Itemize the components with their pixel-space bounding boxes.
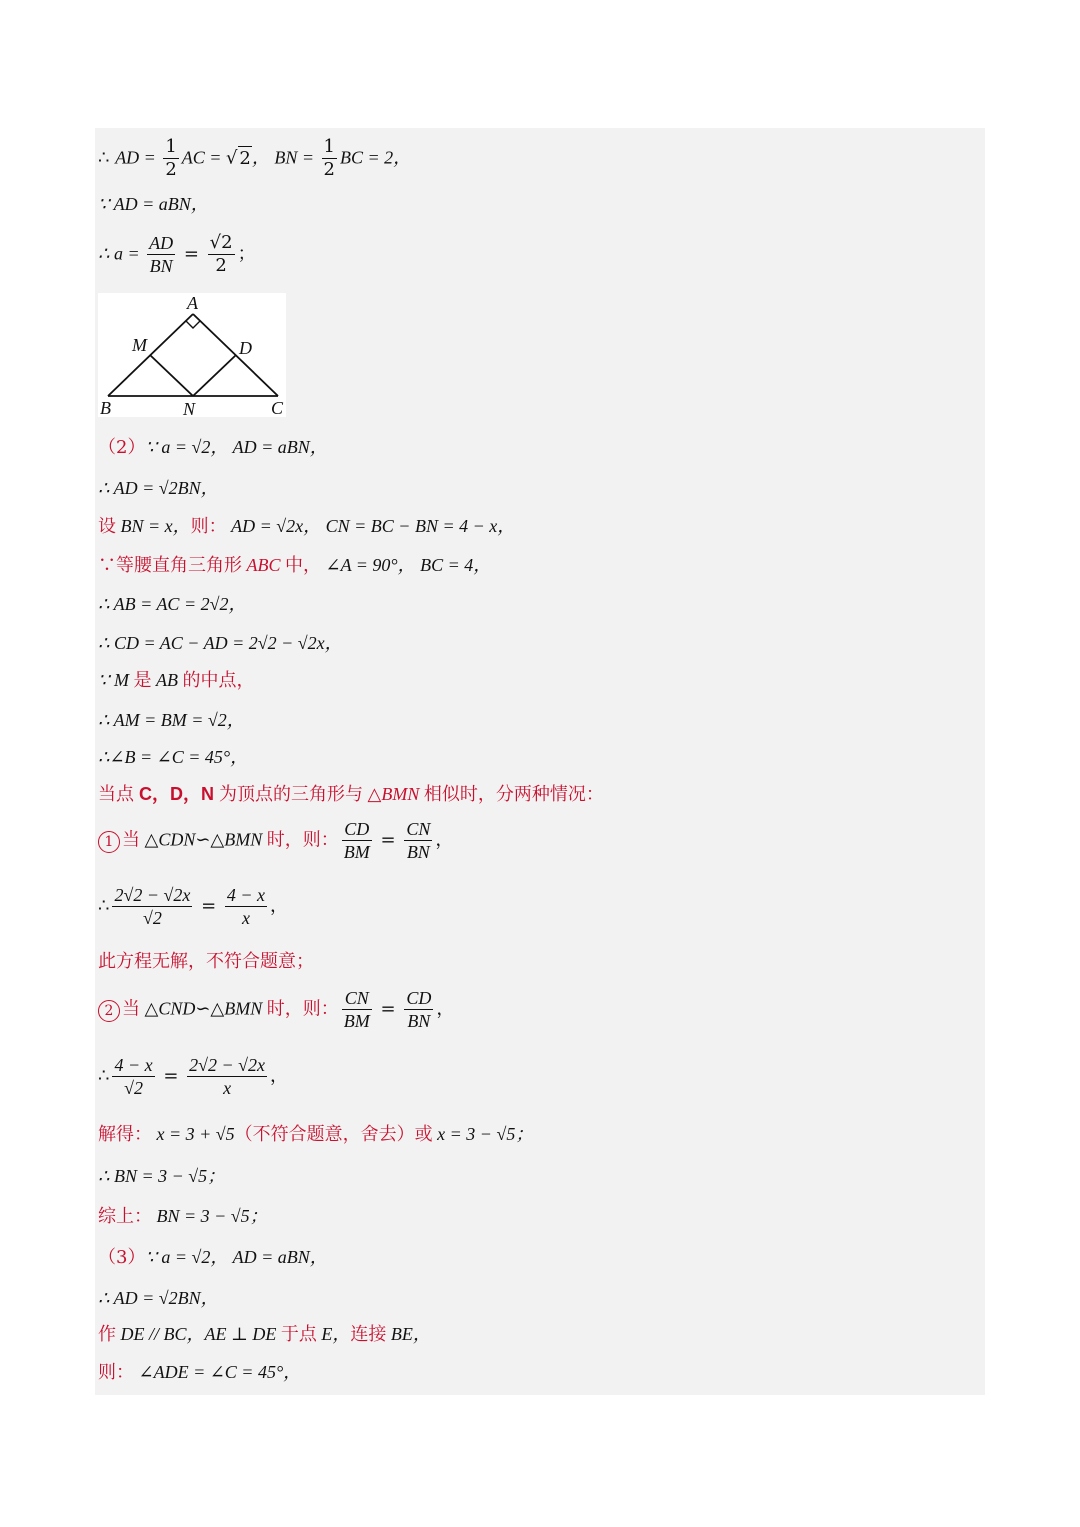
expr-ad-cn: AD = √2x， CN = BC − BN = 4 − x，: [226, 516, 516, 536]
expr-bc: BC = 2，: [339, 147, 412, 168]
segment-nd: [193, 355, 236, 396]
case-2-number: 2: [98, 1000, 120, 1022]
expr-de-bc: DE // BC，AE ⊥ DE: [116, 1324, 281, 1344]
line-part3-given: [98, 1245, 328, 1270]
semicolon: ；: [237, 243, 256, 265]
line-construct: [98, 1322, 431, 1347]
therefore-text: ∴: [98, 895, 110, 917]
line-angle-ade: [98, 1360, 301, 1385]
in-text: 中，: [285, 555, 321, 576]
line-case-1-equation: [98, 884, 288, 929]
root-2: x = 3 − √5；: [432, 1124, 534, 1144]
is-text: 是: [133, 670, 152, 691]
fraction-cn-bm: [342, 987, 372, 1032]
expr-ad: AD =: [115, 147, 161, 168]
denominator: BN: [406, 842, 430, 862]
comma: ，: [270, 895, 289, 917]
equals: =: [157, 1065, 185, 1087]
at-point-text: 于点: [280, 1324, 317, 1345]
denominator: √2: [124, 1078, 143, 1098]
label-m: M: [132, 335, 147, 355]
fraction-half-2: [322, 136, 337, 181]
numerator: CN: [342, 987, 372, 1010]
then-text: 时，则：: [266, 829, 339, 851]
part-2-label: （2）: [98, 437, 146, 458]
discard-text: （不符合题意，舍去）或: [234, 1124, 433, 1145]
expr-given: ∵ a = √2， AD = aBN，: [145, 1247, 328, 1267]
fraction-left: [112, 1054, 154, 1099]
numerator: √2: [209, 232, 233, 253]
numerator: 1: [165, 136, 177, 157]
let-text: 设: [98, 516, 116, 537]
label-n: N: [183, 399, 196, 417]
line-ad-equals-abn: ∵ AD = aBN，: [98, 194, 209, 214]
label-d: D: [239, 338, 252, 358]
line-no-solution: 此方程无解，不符合题意；: [98, 951, 314, 972]
then-text: 时，则：: [266, 998, 339, 1020]
expr-m: ∵ M: [98, 670, 134, 690]
expr-ab: AB: [151, 670, 183, 690]
expr-bn-x: BN = x，: [116, 516, 191, 536]
fraction-half: [163, 136, 178, 181]
case-1-number: 1: [98, 831, 120, 853]
comma: ，: [436, 998, 455, 1020]
when-text: 当: [122, 998, 140, 1020]
similarity-cnd-bmn: △CND∽△BMN: [140, 998, 267, 1019]
triangle-abc: ABC: [242, 555, 285, 575]
fraction-left: [112, 884, 192, 929]
label-a: A: [187, 293, 198, 313]
denominator: 2: [215, 255, 227, 276]
construct-text: 作: [98, 1324, 116, 1345]
line-ad-bn-values: ∴ AD = $\frac{1}{2}$ AC = √ 2， BN = $\frac{1}{2}$ BC = 2，: [98, 136, 412, 180]
numerator: 4 − x: [226, 885, 266, 905]
line-m-midpoint: [98, 668, 254, 693]
solve-text: 解得：: [98, 1124, 152, 1145]
fraction-ad-bn: [147, 232, 175, 277]
summary-text: 综上：: [98, 1206, 152, 1227]
comma: ，: [435, 829, 454, 851]
line-a-value: [98, 232, 256, 277]
expr-angle-a: ∠A = 90°， BC = 4，: [321, 555, 492, 575]
when-text: 当: [122, 829, 140, 851]
triangle-diagram: [98, 293, 286, 417]
numerator: 2√2 − √2x: [189, 1055, 266, 1075]
fraction-right: [187, 1054, 267, 1099]
denominator: x: [223, 1078, 232, 1098]
fraction-root2-over-2: [208, 232, 235, 277]
numerator: CD: [342, 818, 372, 841]
expr-given: ∵ a = √2， AD = aBN，: [145, 437, 328, 457]
denominator: √2: [142, 908, 162, 928]
root-1: x = 3 + √5: [152, 1124, 235, 1144]
points-cdn: C，D，N: [134, 784, 219, 804]
similarity-cdn-bmn: △CDN∽△BMN: [140, 829, 267, 850]
summary-result: BN = 3 − √5；: [152, 1206, 268, 1226]
denominator: BM: [343, 1011, 370, 1031]
line-case-2: [98, 987, 454, 1032]
sqrt-value: 2: [239, 147, 251, 169]
similar-cases-text: 相似时，分两种情况：: [423, 784, 604, 805]
fraction-right: [225, 884, 267, 929]
right-angle-mark: [186, 321, 200, 328]
segment-mn: [150, 355, 193, 396]
line-two-cases: [98, 782, 604, 807]
fraction-cn-bn: [404, 818, 432, 863]
point-e: E，: [316, 1324, 351, 1344]
midpoint-text: 的中点，: [182, 670, 255, 691]
line-solve: [98, 1122, 533, 1147]
label-b: B: [100, 398, 111, 417]
numerator: CN: [406, 819, 431, 839]
numerator: 4 − x: [114, 1055, 153, 1075]
line-ad-root2-bn-2: ∴ AD = √2BN，: [98, 1288, 219, 1308]
label-c: C: [271, 398, 284, 417]
line-bn-result: ∴ BN = 3 − √5；: [98, 1166, 226, 1186]
denominator: BN: [149, 256, 173, 276]
denominator: BM: [343, 842, 370, 862]
therefore-text: ∴: [98, 147, 116, 169]
expr-a: ∴ a =: [98, 243, 145, 264]
equals: =: [374, 829, 402, 851]
fraction-cd-bn: [404, 987, 433, 1032]
then-text: 则：: [190, 516, 227, 537]
fraction-cd-bm: [342, 818, 372, 863]
equals: =: [374, 998, 402, 1020]
segment-be: BE，: [386, 1324, 431, 1344]
numerator: AD: [149, 233, 174, 253]
line-cd: ∴ CD = AC − AD = 2√2 − √2x，: [98, 633, 343, 653]
triangle-figure: [98, 293, 286, 417]
numerator: 2√2 − √2x: [114, 885, 191, 905]
connect-text: 连接: [350, 1324, 387, 1345]
denominator: x: [241, 908, 250, 928]
therefore-text: ∴: [98, 1065, 110, 1087]
then-text: 则：: [98, 1362, 134, 1383]
line-angle-b-c: ∴∠B = ∠C = 45°，: [98, 747, 249, 767]
expr-ac: AC =: [181, 147, 226, 168]
triangle-bmn: △BMN: [363, 784, 424, 804]
line-part2-given: [98, 435, 328, 460]
line-ab-ac: ∴ AB = AC = 2√2，: [98, 594, 247, 614]
line-ad-root2-bn: ∴ AD = √2BN，: [98, 478, 219, 498]
line-isosceles: [98, 553, 491, 578]
line-summary: [98, 1204, 268, 1229]
equals: =: [178, 243, 205, 265]
part-3-label: （3）: [98, 1247, 146, 1268]
expr-bn: ， BN =: [251, 147, 319, 168]
numerator: CD: [406, 988, 432, 1008]
comma: ，: [270, 1065, 289, 1087]
denominator: BN: [407, 1011, 431, 1031]
line-case-1: [98, 818, 453, 863]
equals: =: [195, 895, 222, 917]
expr-angle-ade: ∠ADE = ∠C = 45°，: [134, 1362, 302, 1382]
numerator: 1: [323, 136, 335, 157]
line-am-bm: ∴ AM = BM = √2，: [98, 710, 245, 730]
isosceles-text: ∵等腰直角三角形: [98, 555, 242, 576]
denominator: 2: [323, 159, 335, 180]
line-let-bn-x: [98, 514, 515, 539]
denominator: 2: [165, 159, 177, 180]
when-points-text: 当点: [98, 784, 134, 805]
line-case-2-equation: [98, 1054, 288, 1099]
vertex-text: 为顶点的三角形与: [219, 784, 363, 805]
